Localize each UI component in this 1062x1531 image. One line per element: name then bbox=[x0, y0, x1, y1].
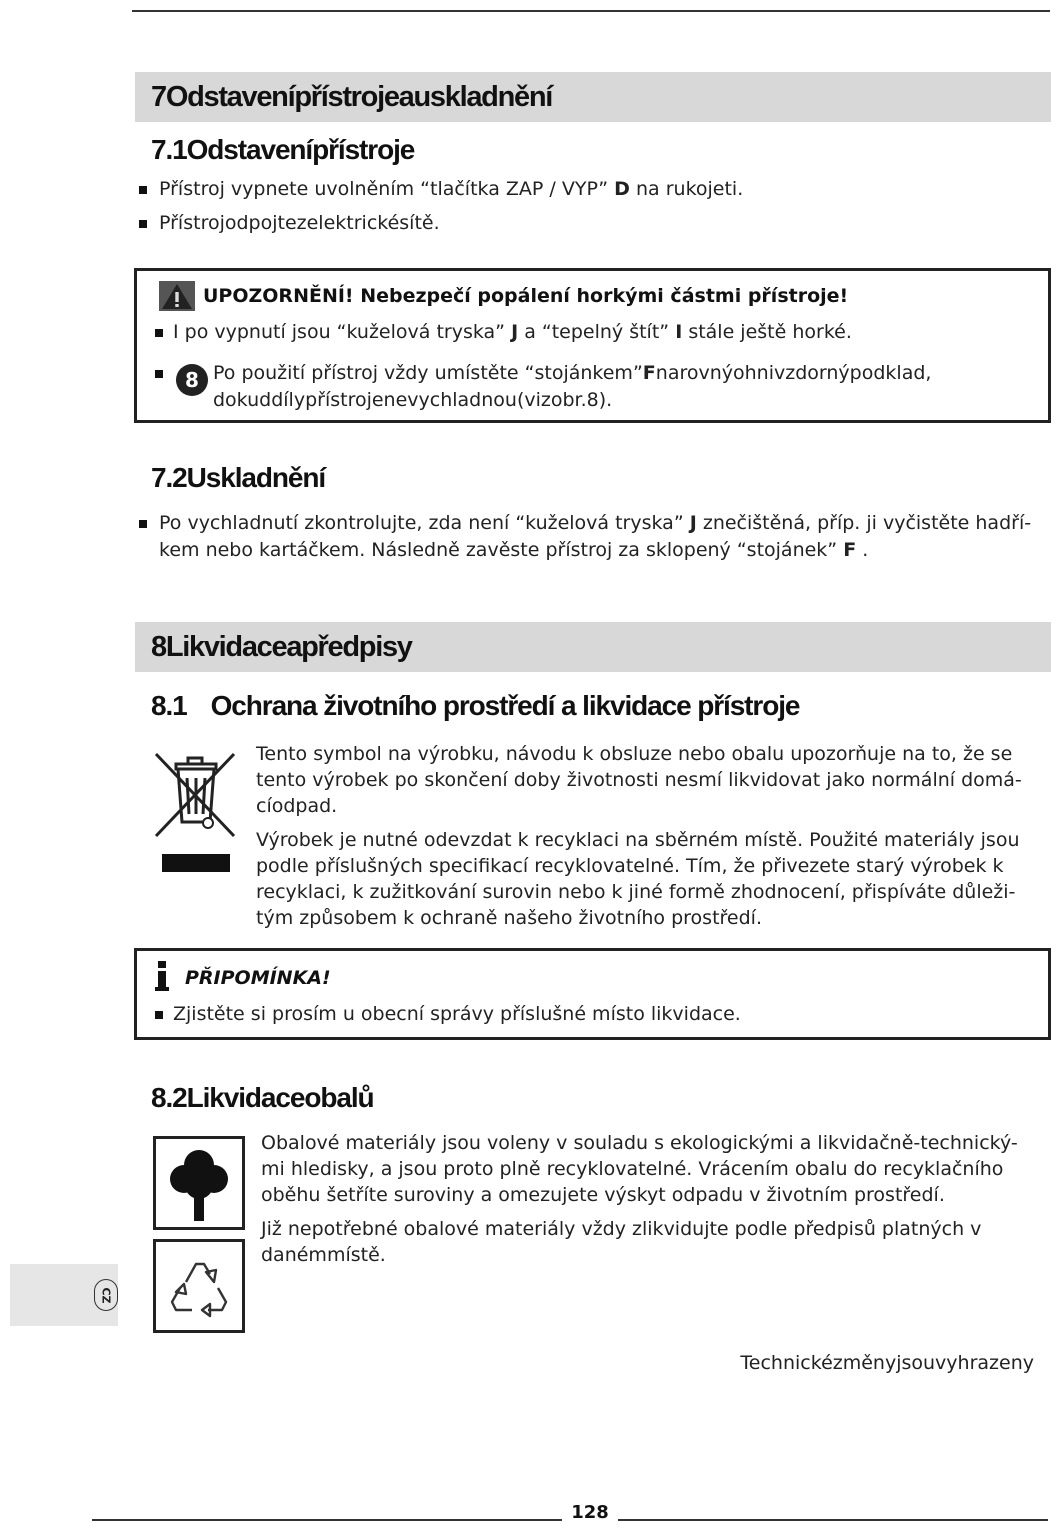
paragraph-packaging: Obalové materiály jsou voleny v souladu s ekologickými a likvidačně-technický- mi hledisky, a jsou proto plně recyklovatelné. Vrácením obalu do recyklačního oběhu šetříte suroviny a omezujete výskyt odpadu v životním prostředí. Již nepotřebné obalové materiály vždy zlikvidujte podle předpisů platných v danémmístě. bbox=[261, 1132, 1018, 1266]
section-8-bar bbox=[135, 622, 1051, 672]
list-item: Po vychladnutí zkontrolujte, zda není “kuželová tryska” J znečištěná, příp. ji vyčistěte hadří- kem nebo kartáčkem. Následně zavěste přístroj za sklopený “stojánek” F . bbox=[137, 510, 1052, 564]
heading-8-2: 8.2Likvidaceobalů bbox=[151, 1082, 374, 1113]
warning-box bbox=[134, 268, 1051, 423]
list-item: Zjistěte si prosím u obecní správy příslušné místo likvidace. bbox=[153, 1001, 1033, 1028]
top-rule bbox=[132, 10, 1050, 12]
note-box bbox=[134, 948, 1051, 1040]
figure-badge: 8 bbox=[176, 364, 208, 396]
footer-rule-left bbox=[92, 1519, 562, 1521]
language-tab bbox=[10, 1264, 118, 1326]
page-number: 128 bbox=[571, 1502, 609, 1523]
list-item: Přístrojodpojtezelektrickésítě. bbox=[137, 210, 1037, 237]
note-title: PŘIPOMÍNKA! bbox=[185, 967, 331, 989]
tree-icon bbox=[153, 1136, 245, 1230]
footer-disclaimer: Technickézměnyjsouvyhrazeny bbox=[740, 1352, 1034, 1374]
list-item: I po vypnutí jsou “kuželová tryska” J a “tepelný štít” I stále ještě horké. bbox=[153, 319, 1033, 346]
warning-icon bbox=[159, 281, 195, 311]
section-8-title: 8Likvidaceapředpisy bbox=[151, 630, 412, 663]
warning-title: UPOZORNĚNÍ! Nebezpečí popálení horkými částmi přístroje! bbox=[203, 285, 849, 307]
section-7-bar bbox=[135, 72, 1051, 122]
recycle-icon bbox=[153, 1239, 245, 1333]
info-icon bbox=[155, 961, 169, 991]
section-7-title: 7Odstavenípřístrojeauskladnění bbox=[151, 80, 552, 113]
crossed-bin-icon bbox=[150, 748, 240, 876]
list-item: Přístroj vypnete uvolněním “tlačítka ZAP / VYP” D na rukojeti. bbox=[137, 176, 1037, 203]
heading-7-2: 7.2Uskladnění bbox=[151, 462, 326, 493]
heading-8-1: 8.1 Ochrana životního prostředí a likvidace přístroje bbox=[151, 690, 800, 721]
paragraph-weee: Tento symbol na výrobku, návodu k obsluze nebo obalu upozorňuje na to, že se tento výrobek po skončení doby životnosti nesmí likvidovat jako normální domá- cíodpad. Výrobek je nutné odevzdat k recyklaci na sběrném místě. Použité materiály jsou podle příslušných specifikací recyklovatelné. Tím, že přivezete starý výrobek k recyklaci, k zužitkování surovin nebo k jiné formě zhodnocení, přispíváte důleži- tým způsobem k ochraně našeho životního prostředí. bbox=[256, 743, 1022, 929]
language-badge: CZ bbox=[94, 1279, 118, 1311]
footer-rule-right bbox=[618, 1519, 1048, 1521]
heading-7-1: 7.1Odstavenípřístroje bbox=[151, 134, 415, 165]
list-item: 8 Po použití přístroj vždy umístěte “stojánkem”Fnarovnýohnivzdornýpodklad, dokuddílypřístrojenevychladnou(vizobr.8). bbox=[153, 360, 1033, 414]
